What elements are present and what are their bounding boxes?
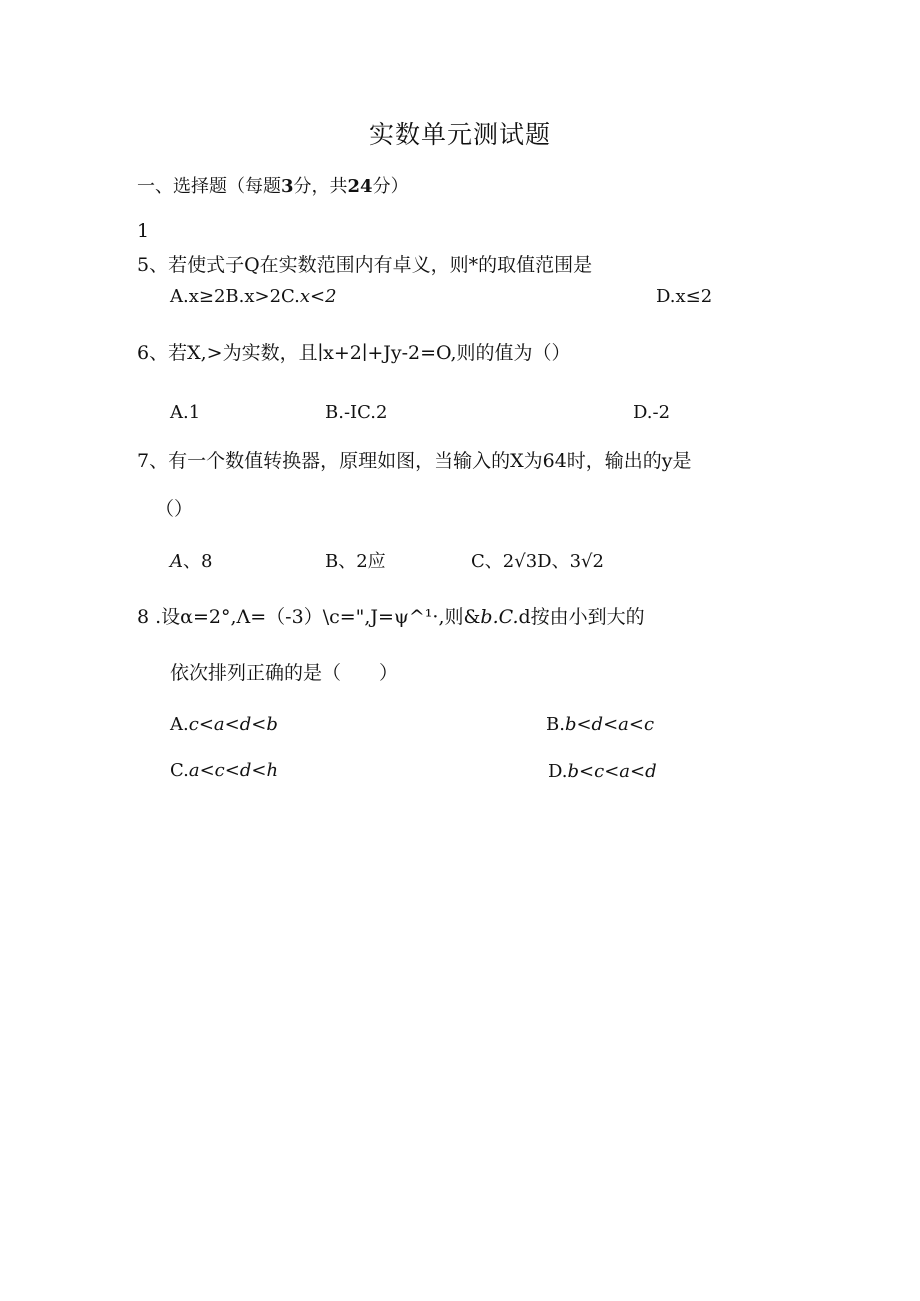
question-7-option-a [170,553,212,571]
question-5-options-abc [170,288,337,306]
question-8-stem-continued: 依次排列正确的是（ ） [170,662,399,684]
option-prefix: B. [546,714,565,735]
stem-variables: b.C. [480,606,519,628]
section-points-total: 24 [347,176,373,197]
option-expression: b<d<a<c [564,714,655,735]
section-heading-part: 分，共 [293,176,348,197]
question-5-stem: 5、若使式子Q在实数范围内有卓义，则*的取值范围是 [137,254,593,276]
question-7-stem: 7、有一个数值转换器，原理如图，当输入的X为64时，输出的y是 [137,450,692,472]
question-8-option-a [170,716,278,734]
stem-part: 8 .设α=2°,Λ=（-3）\c=",J=ψ^¹·,则& [137,606,481,628]
question-7-answer-paren: （） [155,498,194,520]
option-text: A.x≥2B.x>2C. [170,286,300,307]
question-7-options-cd: C、2√3D、3√2 [471,551,604,572]
option-expression: c<a<d<b [188,714,278,735]
option-expression: x<2 [299,286,337,307]
question-6-option-a: A.1 [170,402,201,423]
question-5-option-d: D.x≤2 [656,286,713,307]
option-prefix: A. [170,714,189,735]
question-6-stem: 6、若X,>为实数，且∣x+2∣+Jy-2=O,则的值为（） [137,342,571,364]
section-heading-part: 分） [372,176,409,197]
question-6-option-d: D.-2 [633,402,671,423]
option-letter: A [170,551,183,572]
section-points-each: 3 [281,176,294,197]
stray-number: 1 [137,220,150,242]
question-8-stem [137,608,645,627]
option-expression: a<c<d<h [188,760,279,781]
option-prefix: D. [548,761,568,782]
option-expression: b<c<a<d [567,761,657,782]
stem-part: d按由小到大的 [518,606,645,628]
option-text: 、8 [183,551,213,572]
page-title: 实数单元测试题 [368,120,551,149]
section-heading [137,178,409,196]
question-8-option-d [548,763,657,781]
option-prefix: C. [170,760,189,781]
section-heading-part: 一、选择题（每题 [137,176,281,197]
question-8-option-c [170,762,278,780]
question-6-options-bc: B.-IC.2 [325,402,388,423]
question-7-option-b: B、2应 [325,551,386,572]
question-8-option-b [546,716,654,734]
